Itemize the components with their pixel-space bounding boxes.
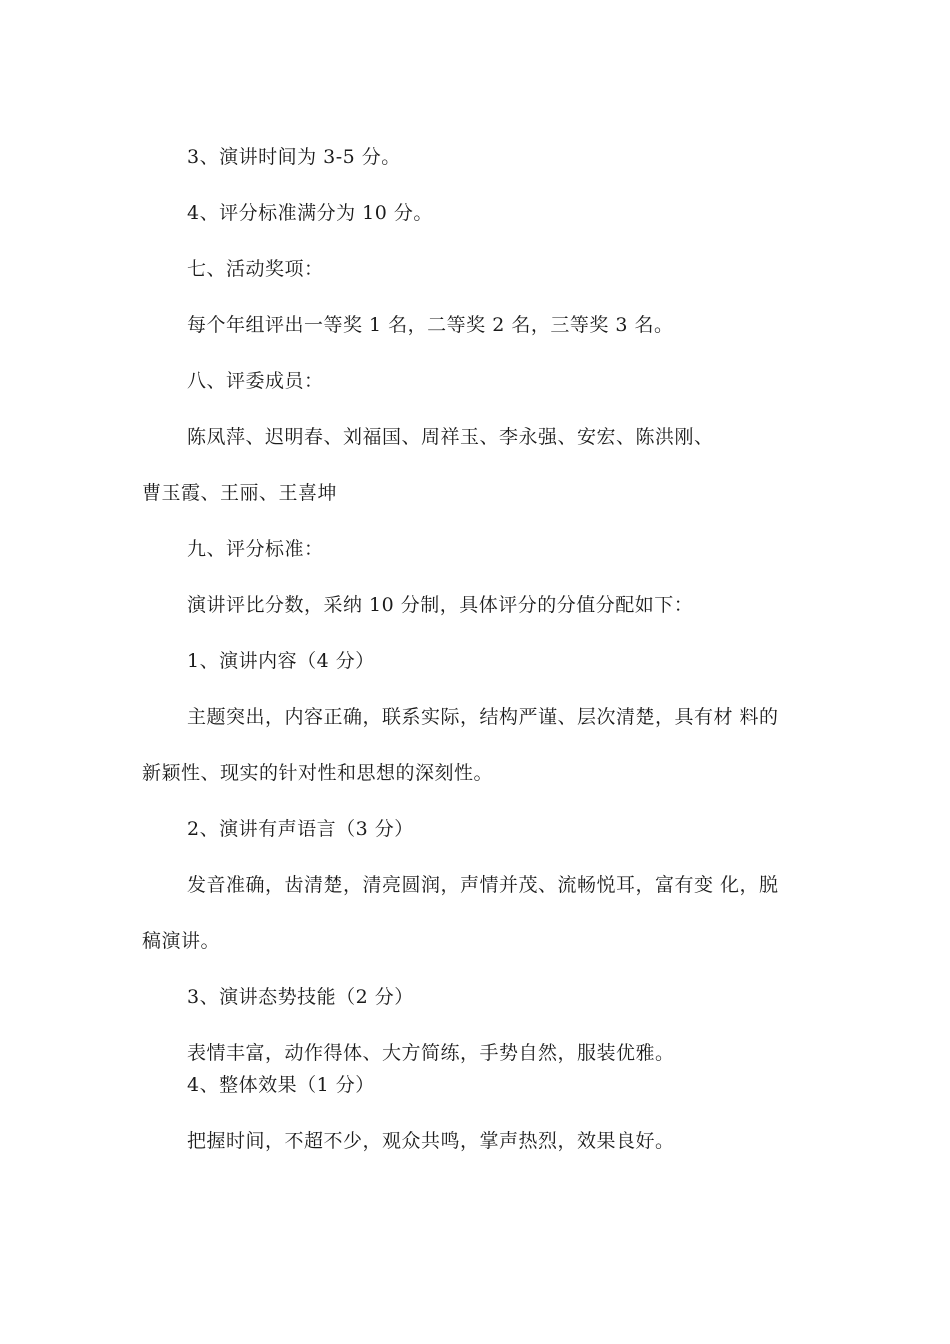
criterion-content-line-1: 主题突出，内容正确，联系实际，结构严谨、层次清楚，具有材 料的 <box>187 706 779 728</box>
criterion-voice-line-2: 稿演讲。 <box>142 930 221 952</box>
criterion-overall-text: 把握时间，不超不少，观众共鸣，掌声热烈，效果良好。 <box>187 1130 675 1152</box>
criterion-content-title: 1、演讲内容（4 分） <box>187 650 375 672</box>
heading-judges: 八、评委成员： <box>187 370 324 392</box>
criterion-posture-text: 表情丰富，动作得体、大方简练，手势自然，服装优雅。 <box>187 1042 675 1064</box>
judges-line-2: 曹玉霞、王丽、王喜坤 <box>142 482 338 504</box>
criterion-content-line-2: 新颖性、现实的针对性和思想的深刻性。 <box>142 762 494 784</box>
awards-paragraph: 每个年组评出一等奖 1 名，二等奖 2 名，三等奖 3 名。 <box>187 314 674 336</box>
item-speech-duration: 3、演讲时间为 3-5 分。 <box>187 146 401 168</box>
criterion-posture-title: 3、演讲态势技能（2 分） <box>187 986 414 1008</box>
heading-awards: 七、活动奖项： <box>187 258 324 280</box>
criterion-overall-title: 4、整体效果（1 分） <box>187 1074 375 1096</box>
heading-scoring: 九、评分标准： <box>187 538 324 560</box>
criterion-voice-line-1: 发音准确，齿清楚，清亮圆润，声情并茂、流畅悦耳，富有变 化，脱 <box>187 874 779 896</box>
criterion-voice-title: 2、演讲有声语言（3 分） <box>187 818 414 840</box>
judges-line-1: 陈凤萍、迟明春、刘福国、周祥玉、李永强、安宏、陈洪刚、 <box>187 426 714 448</box>
item-full-score: 4、评分标准满分为 10 分。 <box>187 202 433 224</box>
scoring-intro: 演讲评比分数，采纳 10 分制，具体评分的分值分配如下： <box>187 594 694 616</box>
